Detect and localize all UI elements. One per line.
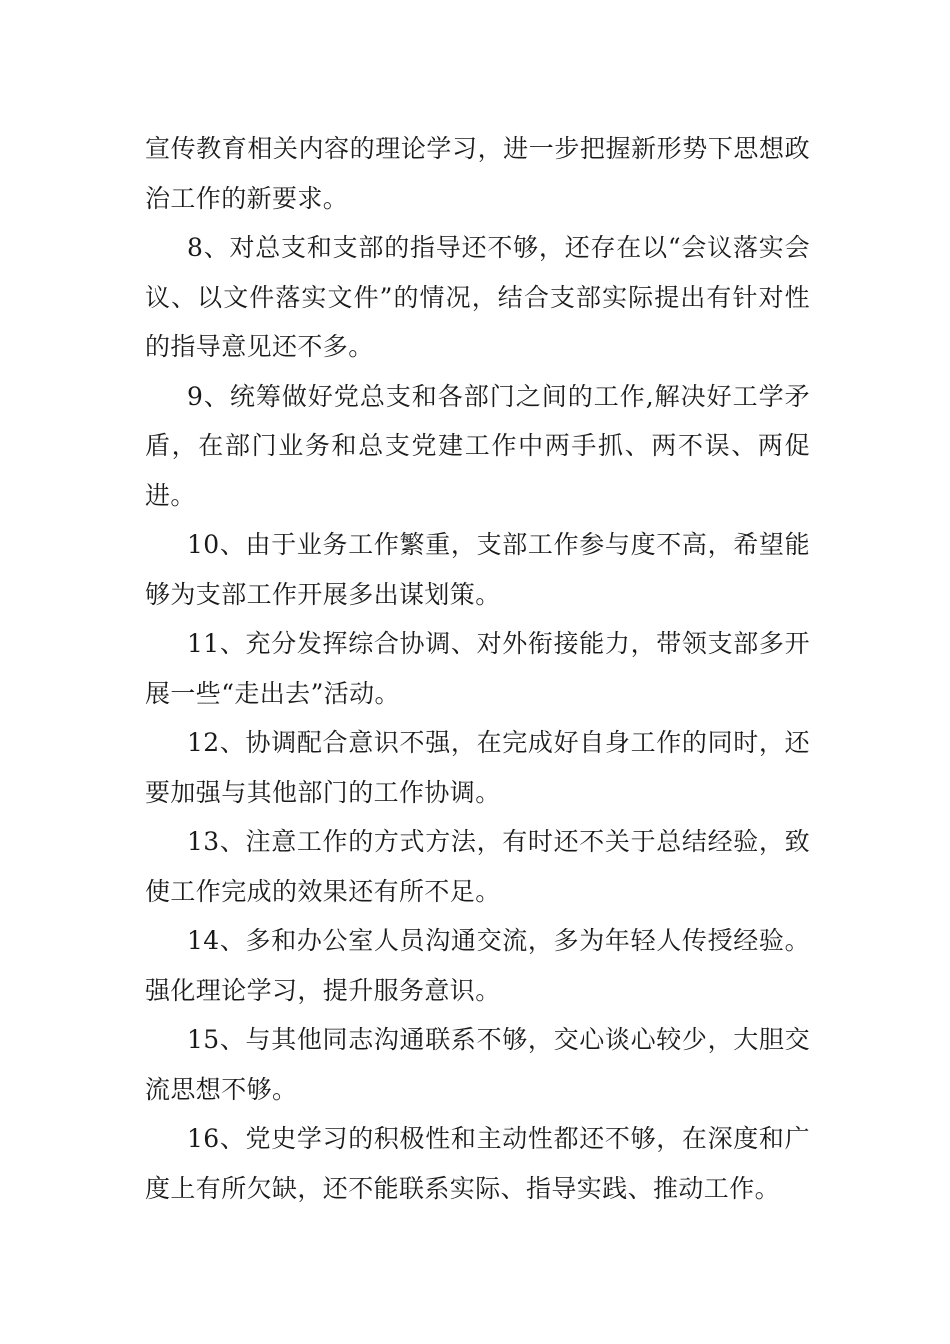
paragraph-item-16: 16、党史学习的积极性和主动性都还不够，在深度和广度上有所欠缺，还不能联系实际、指导实践、推动工作。 [145,1124,810,1203]
paragraph-item-13: 13、注意工作的方式方法，有时还不关于总结经验，致使工作完成的效果还有所不足。 [145,827,810,906]
paragraph-item-9: 9、统筹做好党总支和各部门之间的工作,解决好工学矛盾，在部门业务和总支党建工作中两手抓、两不误、两促进。 [145,381,810,510]
paragraph-item-10: 10、由于业务工作繁重，支部工作参与度不高，希望能够为支部工作开展多出谋划策。 [145,530,810,609]
document-body [145,124,810,1213]
paragraph-item-11: 11、充分发挥综合协调、对外衔接能力，带领支部多开展一些“走出去”活动。 [145,629,810,708]
paragraph-item-15: 15、与其他同志沟通联系不够，交心谈心较少，大胆交流思想不够。 [145,1025,810,1104]
paragraph-continuation: 宣传教育相关内容的理论学习，进一步把握新形势下思想政治工作的新要求。 [145,134,810,213]
paragraph-item-12: 12、协调配合意识不强，在完成好自身工作的同时，还要加强与其他部门的工作协调。 [145,728,810,807]
paragraph-item-8: 8、对总支和支部的指导还不够，还存在以“会议落实会议、以文件落实文件”的情况，结合支部实际提出有针对性的指导意见还不多。 [145,233,810,361]
paragraph-item-14: 14、多和办公室人员沟通交流，多为年轻人传授经验。强化理论学习，提升服务意识。 [145,926,810,1005]
